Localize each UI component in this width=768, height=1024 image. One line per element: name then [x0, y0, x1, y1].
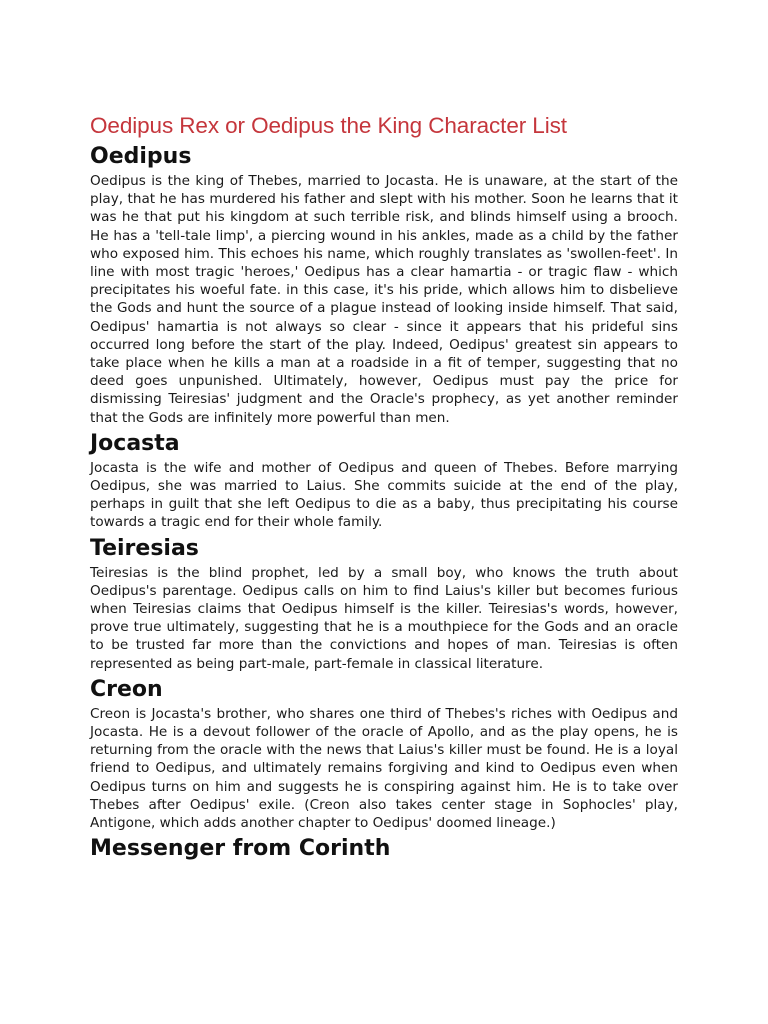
- heading-oedipus: Oedipus: [90, 144, 192, 169]
- document-title: Oedipus Rex or Oedipus the King Character List: [90, 113, 567, 138]
- body-jocasta: Jocasta is the wife and mother of Oedipus and queen of Thebes. Before marrying Oedipus, she was married to Laius. She commits suicide at the end of the play, perhaps in guilt that she left Oedipus to die as a baby, thus precipitating his course towards a tragic end for their whole family.: [90, 459, 678, 531]
- heading-jocasta: Jocasta: [90, 430, 180, 456]
- heading-creon: Creon: [90, 676, 163, 702]
- body-oedipus: Oedipus is the king of Thebes, married to Jocasta. He is unaware, at the start of the play, that he has murdered his father and slept with his mother. Soon he learns that it was he that put his kingdom at such terrible risk, and blinds himself using a brooch. He has a 'tell-tale limp', a piercing wound in his ankles, made as a child by the father who exposed him. This echoes his name, which roughly translates as 'swollen-feet'. In line with most tragic 'heroes,' Oedipus has a clear hamartia - or tragic flaw - which precipitates his woeful fate. in this case, it's his pride, which allows him to disbelieve the Gods and hunt the source of a plague instead of looking inside himself. That said, Oedipus' hamartia is not always so clear - since it appears that his prideful sins occurred long before the start of the play. Indeed, Oedipus' greatest sin appears to take place when he kills a man at a roadside in a fit of temper, suggesting that no deed goes unpunished. Ultimately, however, Oedipus must pay the price for dismissing Teiresias' judgment and the Oracle's prophecy, as yet another reminder that the Gods are infinitely more powerful than men.: [90, 173, 678, 426]
- heading-teiresias: Teiresias: [90, 535, 199, 561]
- heading-messenger-from-corinth: Messenger from Corinth: [90, 836, 391, 862]
- body-teiresias: Teiresias is the blind prophet, led by a small boy, who knows the truth about Oedipus's parentage. Oedipus calls on him to find Laius's killer but becomes furious when Teiresias claims that Oedipus himself is the killer. Teiresias's words, however, prove true ultimately, suggesting that he is a mouthpiece for the Gods and an oracle to be trusted far more than the convictions and hopes of man. Teiresias is often represented as being part-male, part-female in classical literature.: [90, 564, 678, 672]
- body-creon: Creon is Jocasta's brother, who shares one third of Thebes's riches with Oedipus and Jocasta. He is a devout follower of the oracle of Apollo, and as the play opens, he is returning from the oracle with the news that Laius's killer must be found. He is a loyal friend to Oedipus, and ultimately remains forgiving and kind to Oedipus even when Oedipus turns on him and suggests he is conspiring against him. He is to take over Thebes after Oedipus' exile. (Creon also takes center stage in Sophocles' play, Antigone, which adds another chapter to Oedipus' doomed lineage.): [90, 705, 678, 832]
